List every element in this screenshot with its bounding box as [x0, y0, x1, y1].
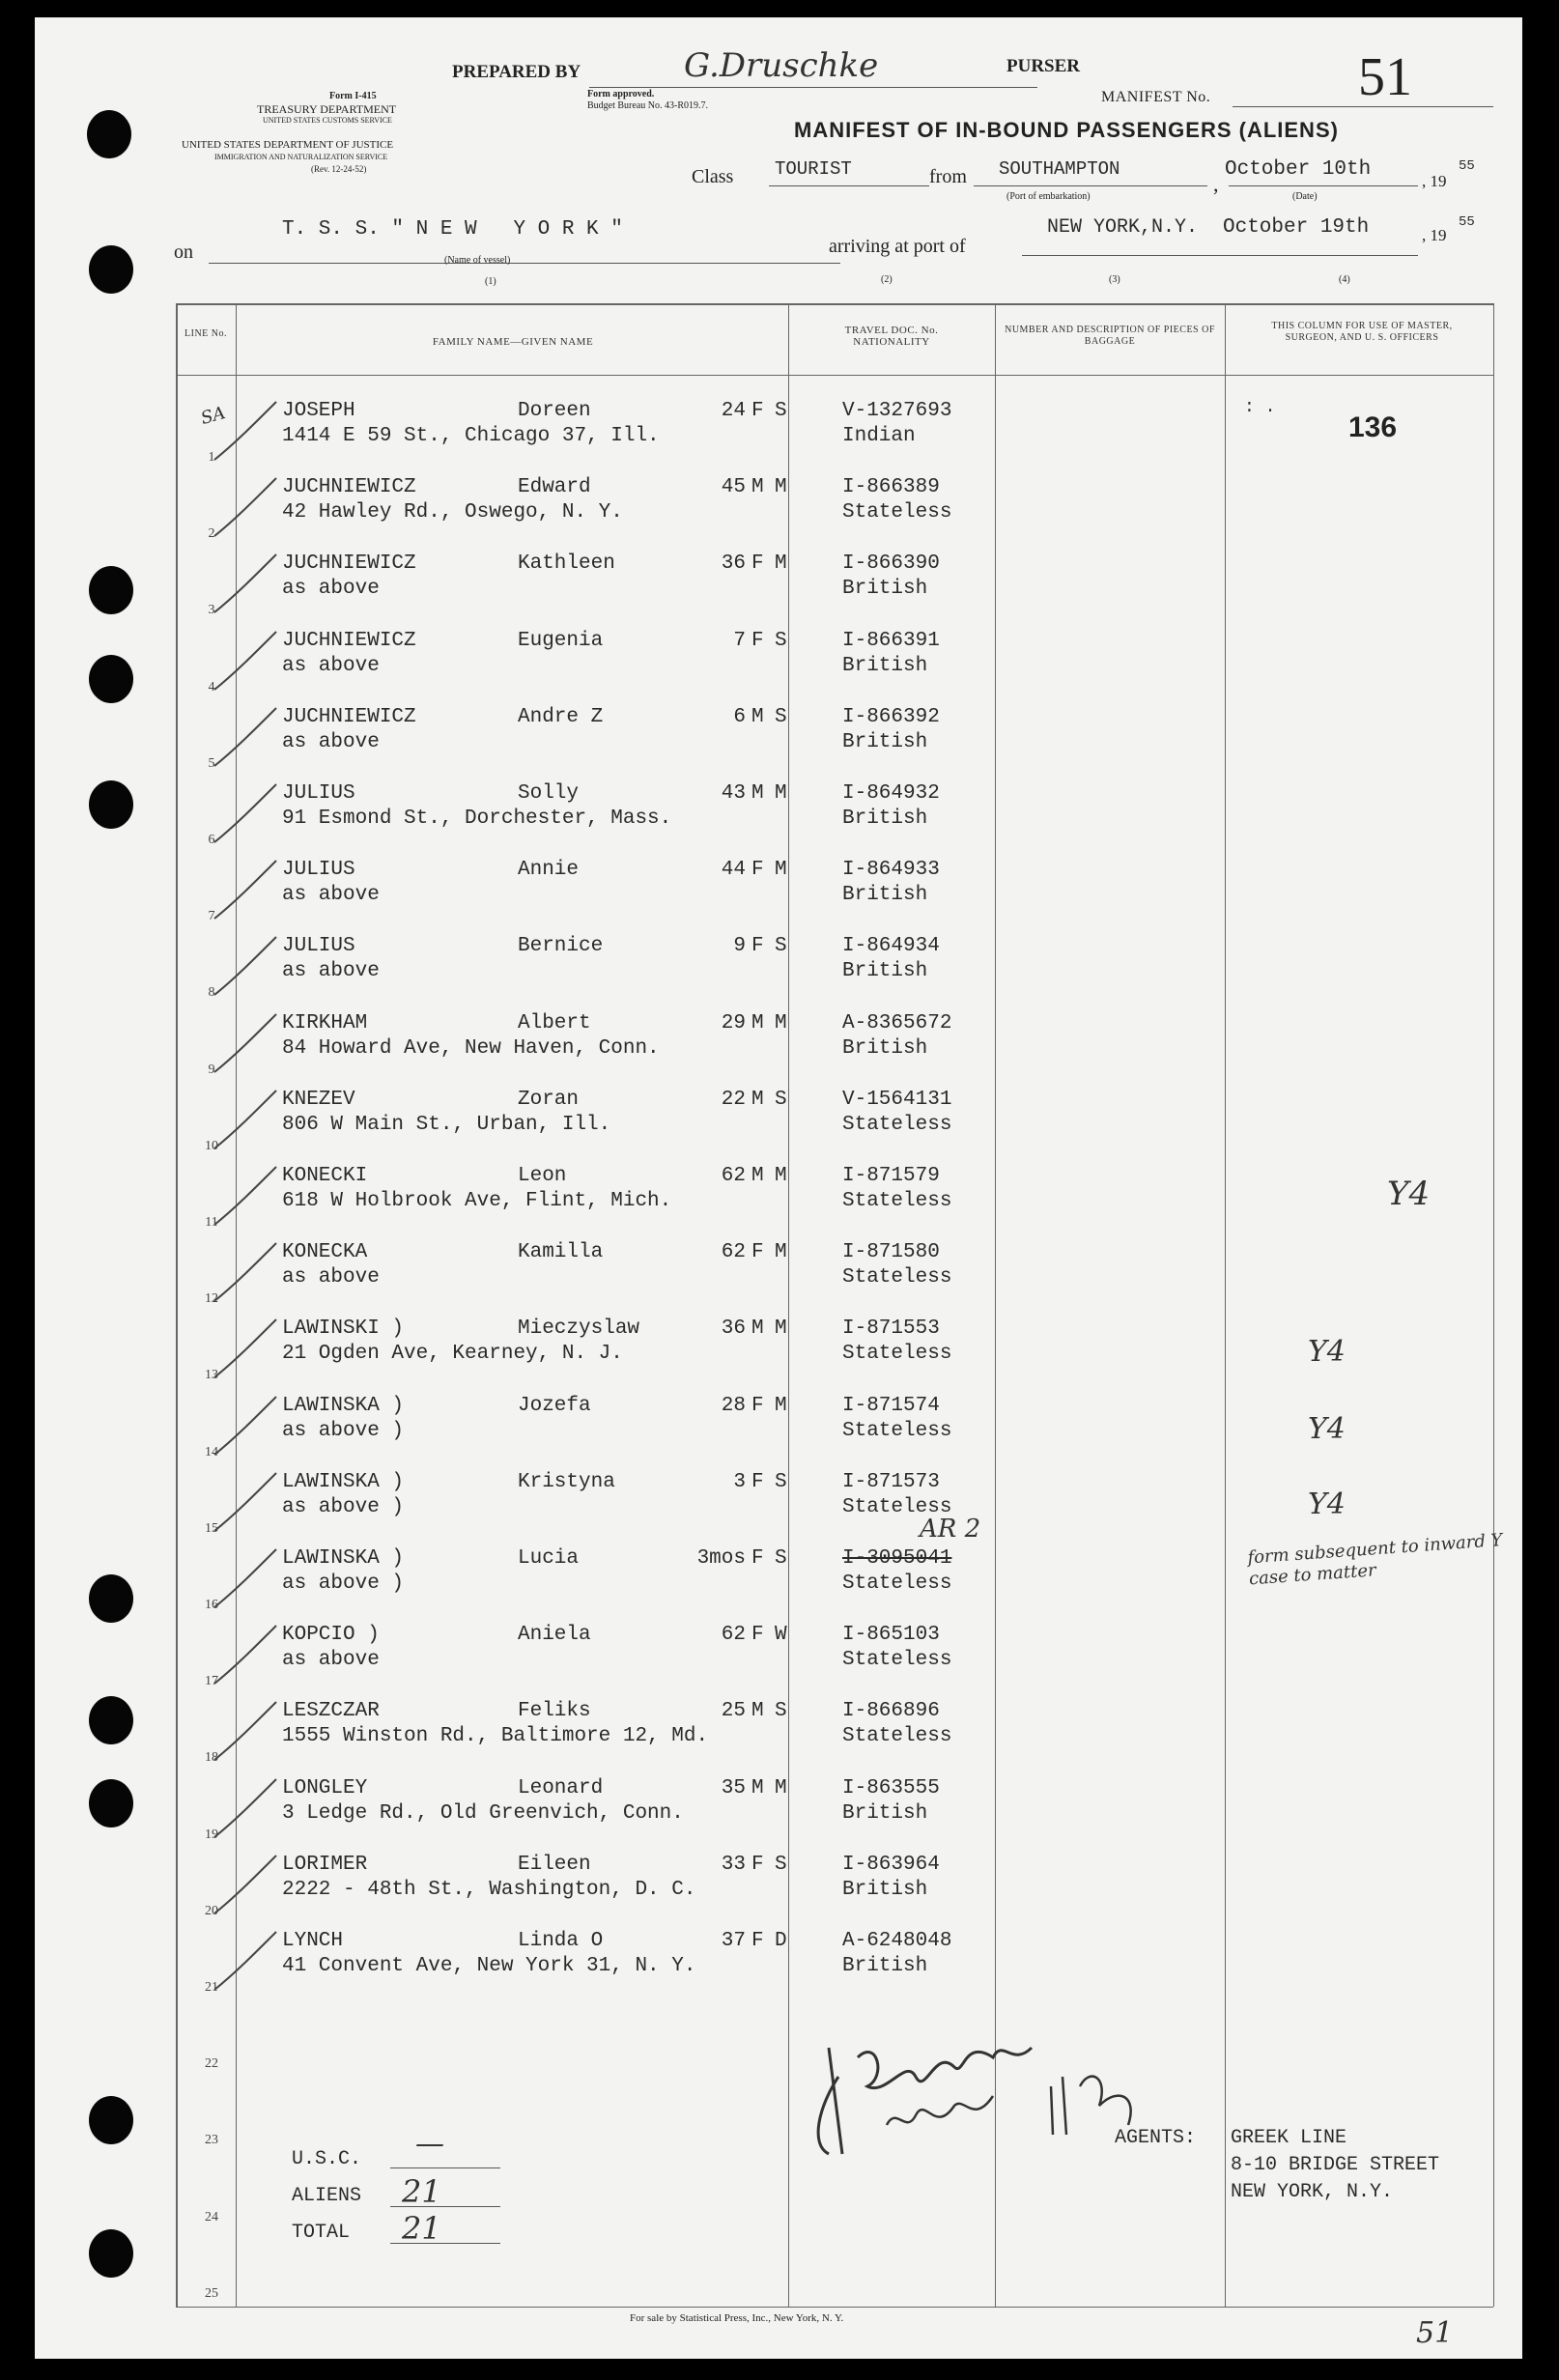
sex: F: [751, 859, 764, 882]
col-number-4: (4): [1339, 274, 1350, 285]
nationality: Stateless: [842, 1572, 952, 1595]
check-mark-icon: [205, 1008, 282, 1076]
given-name: Linda O: [518, 1930, 604, 1952]
marital-status: M: [775, 1241, 787, 1264]
family-name: KIRKHAM: [282, 1011, 368, 1034]
vessel-caption: (Name of vessel): [444, 255, 511, 266]
marital-status: M: [775, 859, 787, 882]
travel-doc-number: V-1327693: [842, 400, 952, 422]
family-name: KONECKA: [282, 1241, 368, 1264]
revision: (Rev. 12-24-52): [311, 164, 367, 174]
binder-hole: [89, 1779, 133, 1828]
age: 35: [721, 1776, 746, 1799]
col-number-3: (3): [1109, 274, 1120, 285]
check-mark-icon: [205, 855, 282, 922]
officer-note-row14: Y4: [1308, 1412, 1346, 1446]
col-number-1: (1): [485, 276, 496, 287]
arrival-date: October 19th: [1223, 216, 1370, 239]
travel-doc-number: I-863964: [842, 1853, 940, 1876]
age: 9: [733, 935, 746, 958]
travel-doc-number: A-8365672: [842, 1011, 952, 1034]
family-name: LORIMER: [282, 1853, 368, 1876]
row-line-number: 25: [205, 2285, 218, 2301]
check-mark-icon: [205, 1085, 282, 1152]
travel-doc-number: I-864934: [842, 935, 940, 958]
arrival-year-prefix: 19: [1430, 226, 1447, 244]
binder-hole: [89, 780, 133, 829]
travel-doc-number: V-1564131: [842, 1088, 952, 1111]
age: 45: [721, 476, 746, 499]
address: 618 W Holbrook Ave, Flint, Mich.: [282, 1190, 672, 1212]
age: 33: [721, 1853, 746, 1876]
marital-status: S: [775, 1547, 787, 1570]
budget-bureau: Budget Bureau No. 43-R019.7.: [587, 100, 708, 111]
col-header-line-no: LINE No.: [184, 328, 227, 339]
check-mark-icon: [205, 1620, 282, 1687]
check-mark-icon: [205, 1773, 282, 1841]
usc-label: U.S.C.: [292, 2148, 362, 2170]
check-mark-icon: [205, 1926, 282, 1994]
marital-status: S: [775, 705, 787, 728]
row-line-number: 15: [205, 1520, 218, 1536]
marital-status: S: [775, 1470, 787, 1493]
sex: M: [751, 1700, 764, 1723]
officer-note-row15: Y4: [1308, 1488, 1346, 1521]
manifest-no-label: MANIFEST No.: [1101, 89, 1211, 105]
nationality: Stateless: [842, 1725, 952, 1748]
officer-number: 136: [1348, 411, 1398, 443]
family-name: JULIUS: [282, 859, 355, 882]
marital-status: S: [775, 629, 787, 652]
margin-note: SA: [198, 403, 228, 429]
date-caption: (Date): [1292, 191, 1318, 202]
nationality: Stateless: [842, 1190, 952, 1212]
row-line-number: 16: [205, 1598, 218, 1612]
given-name: Annie: [518, 859, 580, 882]
from-value: SOUTHAMPTON: [999, 158, 1120, 180]
row-line-number: 6: [208, 833, 215, 847]
marital-status: S: [775, 1700, 787, 1723]
travel-doc-number: A-6248048: [842, 1930, 952, 1952]
address: 84 Howard Ave, New Haven, Conn.: [282, 1036, 660, 1060]
sex: F: [751, 1241, 764, 1264]
form-number: Form I-415: [329, 91, 377, 101]
total-label: TOTAL: [292, 2222, 351, 2244]
justice-dept: UNITED STATES DEPARTMENT OF JUSTICE: [182, 139, 394, 151]
check-mark-icon: [205, 1161, 282, 1229]
vessel-name: T. S. S. " N E W Y O R K ": [282, 218, 623, 241]
nationality: Stateless: [842, 1419, 952, 1442]
page-number: 51: [1416, 2316, 1454, 2350]
year-suffix: 55: [1459, 158, 1475, 174]
row-line-number: 1: [208, 450, 215, 465]
binder-hole: [89, 245, 133, 294]
given-name: Kathleen: [518, 552, 615, 576]
family-name: LYNCH: [282, 1930, 344, 1952]
row-line-number: 24: [205, 2209, 218, 2224]
row-line-number: 22: [205, 2056, 218, 2072]
sex: M: [751, 782, 764, 805]
age: 28: [721, 1394, 746, 1417]
row-line-number: 3: [208, 603, 215, 618]
nationality: Indian: [842, 425, 916, 447]
sex: M: [751, 476, 764, 499]
sex: M: [751, 1011, 764, 1034]
marital-status: M: [775, 552, 787, 576]
class-label: Class: [692, 166, 734, 187]
arrival-year-suffix: 55: [1459, 214, 1475, 230]
officer-note-row11: Y4: [1387, 1175, 1431, 1213]
address: 3 Ledge Rd., Old Greenvich, Conn.: [282, 1801, 684, 1825]
address: as above: [282, 654, 380, 677]
address: as above: [282, 884, 380, 907]
aliens-label: ALIENS: [292, 2185, 362, 2207]
given-name: Lucia: [518, 1547, 580, 1570]
age: 24: [721, 400, 746, 422]
given-name: Jozefa: [518, 1394, 591, 1417]
check-mark-icon: [205, 1467, 282, 1535]
sex: M: [751, 705, 764, 728]
given-name: Leonard: [518, 1776, 604, 1799]
officer-marks: : .: [1244, 398, 1276, 417]
given-name: Solly: [518, 782, 580, 805]
check-mark-icon: [205, 931, 282, 999]
address: 2222 - 48th St., Washington, D. C.: [282, 1878, 696, 1901]
nationality: British: [842, 1036, 928, 1060]
on-label: on: [174, 241, 193, 263]
address: as above ): [282, 1495, 405, 1518]
age: 25: [721, 1700, 746, 1723]
age: 62: [721, 1624, 746, 1647]
customs-service: UNITED STATES CUSTOMS SERVICE: [263, 116, 392, 125]
family-name: LAWINSKA ): [282, 1470, 405, 1493]
address: 806 W Main St., Urban, Ill.: [282, 1113, 611, 1136]
sex: F: [751, 400, 764, 422]
address: 1414 E 59 St., Chicago 37, Ill.: [282, 425, 660, 447]
given-name: Kamilla: [518, 1241, 604, 1264]
given-name: Kristyna: [518, 1470, 615, 1493]
travel-doc-number: I-871553: [842, 1318, 940, 1341]
given-name: Mieczyslaw: [518, 1318, 640, 1341]
arrival-port: NEW YORK,N.Y.: [1047, 216, 1199, 239]
sex: F: [751, 1547, 764, 1570]
address: as above: [282, 1649, 380, 1672]
sex: F: [751, 1470, 764, 1493]
prepared-by-label: PREPARED BY: [452, 62, 581, 82]
family-name: JUCHNIEWICZ: [282, 552, 416, 576]
nationality: British: [842, 1955, 928, 1977]
sex: M: [751, 1165, 764, 1187]
sex: M: [751, 1318, 764, 1341]
sex: M: [751, 1776, 764, 1799]
row-line-number: 18: [205, 1750, 218, 1766]
nationality: Stateless: [842, 1649, 952, 1672]
family-name: KOPCIO ): [282, 1624, 380, 1647]
row-line-number: 7: [208, 909, 215, 924]
family-name: LAWINSKA ): [282, 1394, 405, 1417]
family-name: LAWINSKA ): [282, 1547, 405, 1570]
age: 7: [733, 629, 746, 652]
nationality: Stateless: [842, 1343, 952, 1366]
row-line-number: 11: [205, 1215, 218, 1230]
arriving-label: arriving at port of: [829, 236, 966, 257]
marital-status: D: [775, 1930, 787, 1952]
officer-note-row16: form subsequent to inward Y case to matter: [1246, 1530, 1504, 1590]
family-name: LAWINSKI ): [282, 1318, 405, 1341]
agents-line1: GREEK LINE: [1231, 2127, 1347, 2149]
family-name: JULIUS: [282, 935, 355, 958]
check-mark-icon: [205, 1391, 282, 1459]
aliens-value: 21: [402, 2173, 441, 2210]
travel-doc-number: I-871580: [842, 1241, 940, 1264]
col-header-baggage: NUMBER AND DESCRIPTION OF PIECES OF BAGGAGE: [1005, 325, 1215, 347]
nationality: British: [842, 654, 928, 677]
age: 6: [733, 705, 746, 728]
given-name: Leon: [518, 1165, 567, 1187]
family-name: JUCHNIEWICZ: [282, 705, 416, 728]
age: 3mos: [696, 1547, 746, 1570]
manifest-page: PREPARED BY G.Druschke PURSER MANIFEST No. 51 Form I-415 TREASURY DEPARTMENT UNITED STATES CUSTOMS SERVICE Form approved. Budget Bureau No. 43-R019.7. UNITED STATES DEPARTMENT OF JUSTICE IMMIGRATION AND NATURALIZATION SERVICE (Rev. 12-24-52) MANIFEST OF IN-BOUND PASSENGERS (ALIENS) Class TOURIST from SOUTHAMPTON (Port of embarkation) , October 10th (Date) , 19 55 on T. S. S. " N E W Y O R K " (Name of vessel) arriving at port of NEW YORK,N.Y. October 19th , 19 55 (1) (2) (3) (4) LINE No. FAMILY NAME—GIVEN NAME TRAVEL DOC. No. NATIONALITY NUMBER AND DESCRIPTION OF PIECES OF BAGGAGE THIS COLUMN FOR USE OF MASTER, SURGEON, AND U. S. OFFICERS 1 JOSEPH Doreen 24 F S 1414 E 59 St., Chicago 37, Ill. V-1327693 Indian 2 JUCHNIEWICZ Edward 45 M M 42 Hawley Rd., Oswego, N. Y. I-866389 Stateless 3 JUCHNIEWICZ Kathleen 36 F M as above I-866390 British 4 JUCHNIEWICZ Eugenia 7 F S as above I-866391 British 5 JUCHNIEWICZ Andre Z 6 M S as above I-866392 British 6 JULIUS Solly 43 M M 91 Esmond St., Dorchester, Mass. I-864932 British 7 JULIUS Annie 44 F M as above I-864933 British 8 JULIUS Bernice 9 F S as above I-864934 British 9 KIRKHAM Albert 29 M M 84 Howard Ave, New Haven, Conn. A-8365672 British 10 KNEZEV Zoran 22 M S 806 W Main St., Urban, Ill. V-1564131 Stateless 11 KONECKI Leon 62 M M 618 W Holbrook Ave, Flint, Mich. I-871579 Stateless 12 KONECKA Kamilla 62 F M as above I-871580 Stateless 13 LAWINSKI ) Mieczyslaw 36 M M 21 Ogden Ave, Kearney, N. J. I-871553 Stateless 14 LAWINSKA ) Jozefa 28 F M as above ) I-871574 Stateless 15 LAWINSKA ) Kristyna 3 F S as above ) I-871573 Stateless 16 LAWINSKA ) Lucia 3mos F S as above ) I-3095041 Stateless 17 KOPCIO ) Aniela 62 F W as above I-865103 Stateless 18 LESZCZAR Feliks 25 M S 1555 Winston Rd., Baltimore 12, Md. I-866896 Stateless 19 LONGLEY Leonard 35 M M 3 Ledge Rd., Old Greenvich, Conn. I-863555 British 20 LORIMER Eileen 33 F S 2222 - 48th St., Washington, D. C. I-863964 British 21 LYNCH Linda O 37 F D 41 Convent Ave, New York 31, N. Y. A-6248048 British 22 23 24 25 : . 136 SA Y4 Y4 Y4 Y4 form subsequent to inward Y case to matter AR 2 U.S.C. — ALIENS 21 TOTAL 21 AGENTS: GREEK LINE 8-10 BRIDGE STREET NEW YORK, N.Y. For sale by Statistical Press, Inc., New York, N. Y. 51: [35, 17, 1522, 2359]
given-name: Eugenia: [518, 629, 604, 652]
family-name: JOSEPH: [282, 400, 355, 422]
row-line-number: 14: [205, 1444, 218, 1459]
binder-hole: [89, 2229, 133, 2278]
family-name: JUCHNIEWICZ: [282, 476, 416, 499]
check-mark-icon: [205, 1544, 282, 1611]
given-name: Aniela: [518, 1624, 591, 1647]
check-mark-icon: [205, 1314, 282, 1381]
travel-doc-number: I-866392: [842, 705, 940, 728]
doc-correction: AR 2: [920, 1515, 981, 1544]
binder-hole: [89, 1574, 133, 1623]
given-name: Zoran: [518, 1088, 580, 1111]
sex: F: [751, 1624, 764, 1647]
address: 41 Convent Ave, New York 31, N. Y.: [282, 1955, 696, 1977]
marital-status: W: [775, 1624, 787, 1647]
sex: M: [751, 1088, 764, 1111]
travel-doc-number: I-866390: [842, 552, 940, 576]
address: as above: [282, 960, 380, 983]
nationality: British: [842, 960, 928, 983]
binder-hole: [89, 655, 133, 703]
port-embark-caption: (Port of embarkation): [1006, 191, 1091, 202]
travel-doc-number: I-871579: [842, 1165, 940, 1187]
row-line-number: 4: [208, 679, 215, 694]
age: 43: [721, 782, 746, 805]
travel-doc-number: I-871574: [842, 1394, 940, 1417]
agents-label: AGENTS:: [1115, 2127, 1197, 2149]
year-prefix: 19: [1430, 172, 1447, 190]
purser-label: PURSER: [1006, 56, 1081, 76]
given-name: Andre Z: [518, 705, 604, 728]
travel-doc-number: I-864932: [842, 782, 940, 805]
nationality: Stateless: [842, 501, 952, 524]
age: 36: [721, 1318, 746, 1341]
ins-service: IMMIGRATION AND NATURALIZATION SERVICE: [214, 153, 388, 161]
class-value: TOURIST: [775, 158, 852, 180]
row-line-number: 5: [208, 755, 215, 771]
check-mark-icon: [205, 472, 282, 540]
row-line-number: 19: [205, 1827, 218, 1842]
sale-note: For sale by Statistical Press, Inc., New York, N. Y.: [630, 2312, 844, 2324]
given-name: Doreen: [518, 400, 591, 422]
row-line-number: 2: [208, 526, 215, 542]
row-line-number: 10: [205, 1138, 218, 1153]
row-line-number: 9: [208, 1062, 215, 1077]
family-name: KNEZEV: [282, 1088, 355, 1111]
row-line-number: 20: [205, 1903, 218, 1918]
sex: F: [751, 935, 764, 958]
address: 91 Esmond St., Dorchester, Mass.: [282, 808, 672, 830]
agents-line2: 8-10 BRIDGE STREET: [1231, 2154, 1440, 2176]
nationality: Stateless: [842, 1266, 952, 1289]
family-name: KONECKI: [282, 1165, 368, 1187]
row-line-number: 12: [205, 1291, 218, 1307]
marital-status: M: [775, 1165, 787, 1187]
address: 21 Ogden Ave, Kearney, N. J.: [282, 1343, 623, 1366]
binder-hole: [89, 1696, 133, 1744]
marital-status: M: [775, 782, 787, 805]
given-name: Edward: [518, 476, 591, 499]
nationality: British: [842, 1801, 928, 1825]
usc-value: —: [415, 2127, 444, 2161]
check-mark-icon: [205, 1237, 282, 1305]
col-number-2: (2): [881, 274, 893, 285]
row-line-number: 21: [205, 1980, 218, 1995]
form-approved: Form approved.: [587, 89, 655, 99]
given-name: Eileen: [518, 1853, 591, 1876]
nationality: British: [842, 730, 928, 753]
family-name: LONGLEY: [282, 1776, 368, 1799]
address: as above: [282, 578, 380, 601]
col-header-name: FAMILY NAME—GIVEN NAME: [432, 336, 594, 348]
agents-line3: NEW YORK, N.Y.: [1231, 2181, 1394, 2203]
binder-hole: [89, 2096, 133, 2144]
manifest-title: MANIFEST OF IN-BOUND PASSENGERS (ALIENS): [794, 118, 1339, 142]
age: 29: [721, 1011, 746, 1034]
age: 62: [721, 1165, 746, 1187]
officer-note-row13: Y4: [1308, 1335, 1346, 1369]
age: 62: [721, 1241, 746, 1264]
marital-status: M: [775, 1318, 787, 1341]
check-mark-icon: [205, 1850, 282, 1917]
check-mark-icon: [205, 1696, 282, 1764]
family-name: LESZCZAR: [282, 1700, 380, 1723]
row-line-number: 8: [208, 985, 215, 1001]
row-line-number: 17: [205, 1674, 218, 1689]
marital-status: S: [775, 1853, 787, 1876]
nationality: British: [842, 808, 928, 830]
nationality: Stateless: [842, 1495, 952, 1518]
marital-status: M: [775, 1011, 787, 1034]
treasury-dept: TREASURY DEPARTMENT: [257, 102, 397, 116]
manifest-number: 51: [1358, 47, 1412, 107]
travel-doc-number: I-863555: [842, 1776, 940, 1799]
address: as above ): [282, 1572, 405, 1595]
age: 37: [721, 1930, 746, 1952]
age: 3: [733, 1470, 746, 1493]
travel-doc-number: I-871573: [842, 1470, 940, 1493]
sex: F: [751, 1853, 764, 1876]
row-line-number: 23: [205, 2133, 218, 2148]
check-mark-icon: [205, 626, 282, 694]
given-name: Albert: [518, 1011, 591, 1034]
age: 44: [721, 859, 746, 882]
col-header-officers: THIS COLUMN FOR USE OF MASTER, SURGEON, AND U. S. OFFICERS: [1271, 321, 1453, 343]
row-line-number: 13: [205, 1368, 218, 1383]
nationality: British: [842, 578, 928, 601]
family-name: JULIUS: [282, 782, 355, 805]
address: 42 Hawley Rd., Oswego, N. Y.: [282, 501, 623, 524]
address: 1555 Winston Rd., Baltimore 12, Md.: [282, 1725, 709, 1748]
marital-status: M: [775, 476, 787, 499]
address: as above ): [282, 1419, 405, 1442]
sex: F: [751, 1394, 764, 1417]
sex: F: [751, 629, 764, 652]
check-mark-icon: [205, 702, 282, 770]
prepared-by-signature: G.Druschke: [684, 46, 879, 85]
sex: F: [751, 1930, 764, 1952]
travel-doc-number: I-866389: [842, 476, 940, 499]
given-name: Bernice: [518, 935, 604, 958]
travel-doc-number: I-864933: [842, 859, 940, 882]
nationality: British: [842, 1878, 928, 1901]
address: as above: [282, 730, 380, 753]
marital-status: S: [775, 1088, 787, 1111]
sex: F: [751, 552, 764, 576]
binder-hole: [87, 110, 131, 158]
age: 36: [721, 552, 746, 576]
travel-doc-number: I-866391: [842, 629, 940, 652]
marital-status: S: [775, 935, 787, 958]
departure-date: October 10th: [1225, 158, 1372, 181]
family-name: JUCHNIEWICZ: [282, 629, 416, 652]
total-value: 21: [402, 2210, 441, 2247]
travel-doc-number: I-865103: [842, 1624, 940, 1647]
travel-doc-number: I-3095041: [842, 1547, 952, 1570]
marital-status: M: [775, 1776, 787, 1799]
binder-hole: [89, 566, 133, 614]
marital-status: S: [775, 400, 787, 422]
check-mark-icon: [205, 779, 282, 846]
col-header-travel-doc: TRAVEL DOC. No. NATIONALITY: [844, 325, 939, 348]
nationality: Stateless: [842, 1113, 952, 1136]
address: as above: [282, 1266, 380, 1289]
marital-status: M: [775, 1394, 787, 1417]
check-mark-icon: [205, 549, 282, 616]
given-name: Feliks: [518, 1700, 591, 1723]
travel-doc-number: I-866896: [842, 1700, 940, 1723]
nationality: British: [842, 884, 928, 907]
from-label: from: [929, 166, 967, 187]
age: 22: [721, 1088, 746, 1111]
